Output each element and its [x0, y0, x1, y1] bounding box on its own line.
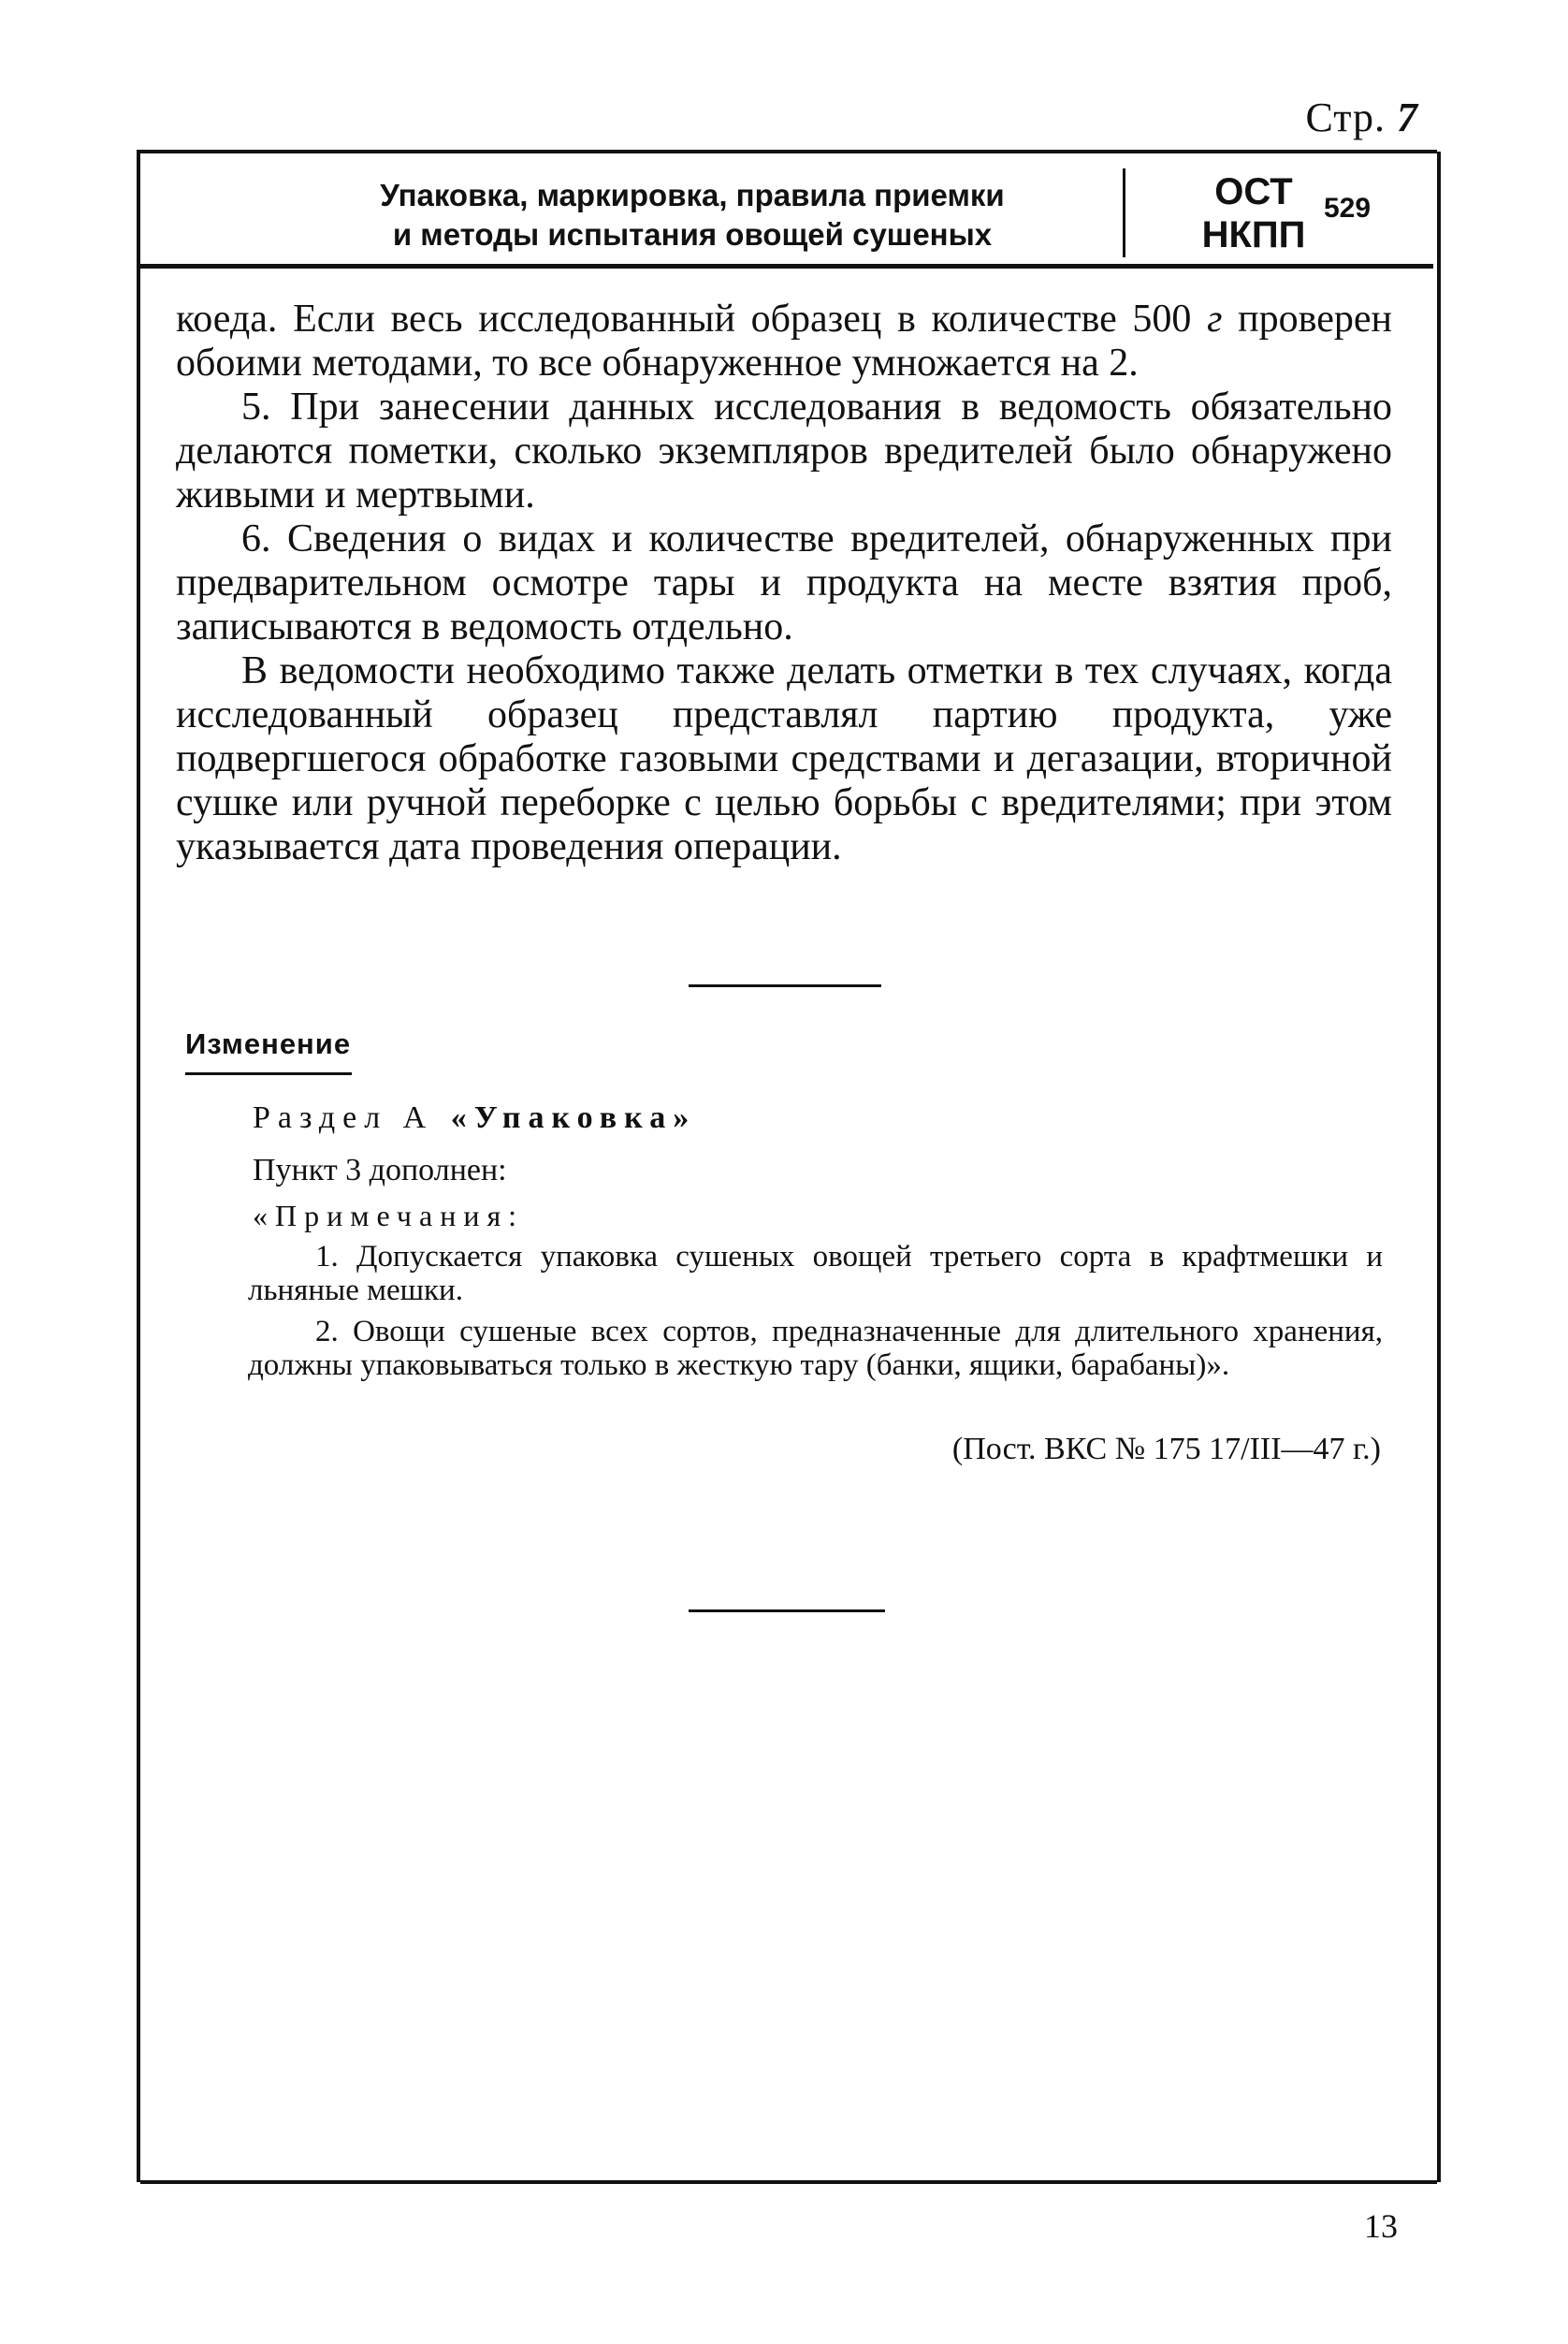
section-divider	[689, 984, 881, 987]
standard-header	[140, 159, 1433, 262]
unit-gram: г	[1207, 298, 1223, 341]
standard-code-line-1: ОСТ	[1214, 171, 1293, 212]
amendment-heading-underline	[185, 1072, 352, 1075]
header-rule	[140, 264, 1433, 269]
page-label-prefix: Стр.	[1305, 95, 1386, 140]
page-label	[1305, 94, 1418, 141]
standard-code	[1169, 170, 1338, 256]
note-2: 2. Овощи сушеные всех сортов, предназначенные для длительного хранения, должны упаковываться только в жесткую тару (банки, ящики, барабаны)».	[248, 1315, 1383, 1382]
paragraph-1-text-b: проверен обоими методами, то все обнаруженное умножается на 2.	[176, 298, 1393, 385]
standard-number: 529	[1324, 193, 1372, 224]
frame-bottom-rule	[140, 2180, 1437, 2184]
paragraph-1	[176, 298, 1392, 386]
header-title	[243, 176, 1141, 255]
amendment-heading: Изменение	[185, 1027, 352, 1060]
notes-label: «Примечания:	[253, 1199, 525, 1232]
main-text	[176, 298, 1392, 869]
header-separator	[1123, 168, 1125, 257]
note-1: 1. Допускается упаковка сушеных овощей третьего сорта в крафтмешки и льняные мешки.	[248, 1240, 1383, 1307]
amendment-notes	[248, 1240, 1383, 1390]
end-divider	[689, 1609, 885, 1612]
amendment-source: (Пост. ВКС № 175 17/III—47 г.)	[951, 1432, 1381, 1466]
amendment-point: Пункт 3 дополнен:	[253, 1153, 507, 1187]
paragraph-record-notes: В ведомости необходимо также делать отметки в тех случаях, когда исследованный образец представлял партию продукта, уже подвергшегося обработке газовыми средствами и дегазации, вторичной сушке или ручной переборке с целью борьбы с вредителями; при этом указывается дата проведения операции.	[176, 649, 1392, 868]
paragraph-1-text-a: коеда. Если весь исследованный образец в количестве 500	[176, 298, 1208, 341]
paragraph-item-6: 6. Сведения о видах и количестве вредителей, обнаруженных при предварительном осмотре тары и продукта на месте взятия проб, записываются в ведомость отдельно.	[176, 517, 1392, 648]
section-prefix: Раздел А	[253, 1100, 434, 1135]
header-title-line-1: Упаковка, маркировка, правила приемки	[380, 178, 1005, 212]
footer-page-number: 13	[1364, 2207, 1398, 2245]
paragraph-item-5: 5. При занесении данных исследования в ведомость обязательно делаются пометки, сколько экземпляров вредителей было обнаружено живыми и мертвыми.	[176, 386, 1392, 517]
section-name: «Упаковка»	[450, 1100, 697, 1135]
amendment-section-title	[253, 1100, 1383, 1136]
page-label-number: 7	[1397, 95, 1418, 140]
standard-code-line-2: НКПП	[1201, 214, 1306, 255]
header-title-line-2: и методы испытания овощей сушеных	[392, 217, 993, 252]
